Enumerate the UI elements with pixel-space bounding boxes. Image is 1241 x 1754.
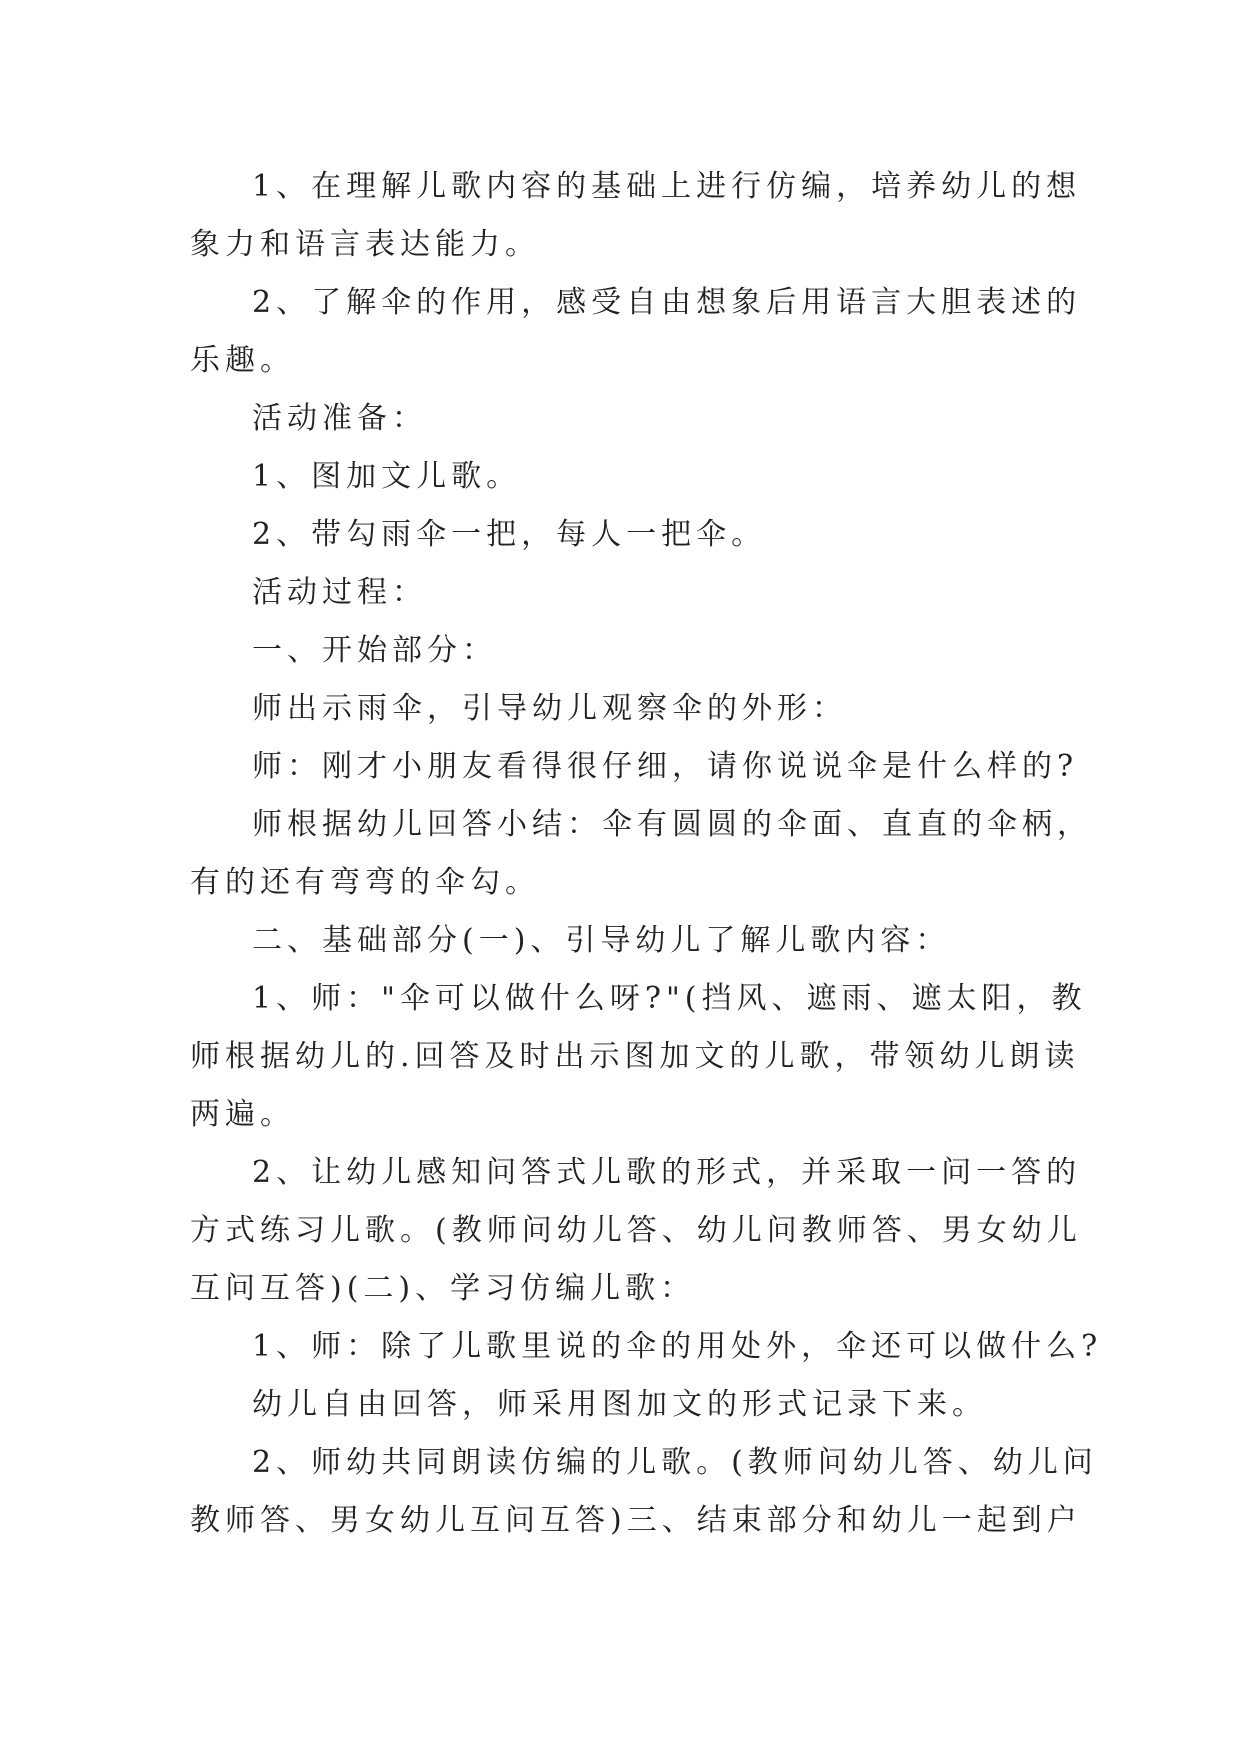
- text-line: 幼儿自由回答，师采用图加文的形式记录下来。: [252, 1387, 987, 1422]
- text-line: 2、师幼共同朗读仿编的儿歌。(教师问幼儿答、幼儿问: [252, 1445, 1098, 1480]
- text-line: 互问互答)(二)、学习仿编儿歌：: [190, 1271, 696, 1306]
- text-line: 2、带勾雨伞一把，每人一把伞。: [252, 517, 767, 552]
- section-heading: 活动准备：: [252, 401, 427, 436]
- section-heading: 二、基础部分(一)、引导幼儿了解儿歌内容：: [252, 923, 951, 958]
- text-line: 师根据幼儿回答小结：伞有圆圆的伞面、直直的伞柄，: [252, 807, 1092, 842]
- document-body: [190, 158, 1103, 1550]
- text-line: 象力和语言表达能力。: [190, 227, 540, 262]
- text-line: 师出示雨伞，引导幼儿观察伞的外形：: [252, 691, 847, 726]
- text-line: 师根据幼儿的.回答及时出示图加文的儿歌，带领幼儿朗读: [190, 1039, 1080, 1074]
- text-line: 教师答、男女幼儿互问互答)三、结束部分和幼儿一起到户: [190, 1503, 1082, 1538]
- text-line: 乐趣。: [190, 343, 295, 378]
- text-line: 1、师："伞可以做什么呀?"(挡风、遮雨、遮太阳，教: [252, 981, 1087, 1016]
- section-heading: 活动过程：: [252, 575, 427, 610]
- text-line: 2、了解伞的作用，感受自由想象后用语言大胆表述的: [252, 285, 1082, 320]
- text-line: 1、师：除了儿歌里说的伞的用处外，伞还可以做什么?: [252, 1329, 1103, 1364]
- text-line: 师：刚才小朋友看得很仔细，请你说说伞是什么样的?: [252, 749, 1079, 784]
- text-line: 两遍。: [190, 1097, 295, 1132]
- text-line: 1、在理解儿歌内容的基础上进行仿编，培养幼儿的想: [252, 169, 1082, 204]
- text-line: 方式练习儿歌。(教师问幼儿答、幼儿问教师答、男女幼儿: [190, 1213, 1082, 1248]
- text-line: 1、图加文儿歌。: [252, 459, 522, 494]
- section-heading: 一、开始部分：: [252, 633, 497, 668]
- text-line: 有的还有弯弯的伞勾。: [190, 865, 540, 900]
- text-line: 2、让幼儿感知问答式儿歌的形式，并采取一问一答的: [252, 1155, 1082, 1190]
